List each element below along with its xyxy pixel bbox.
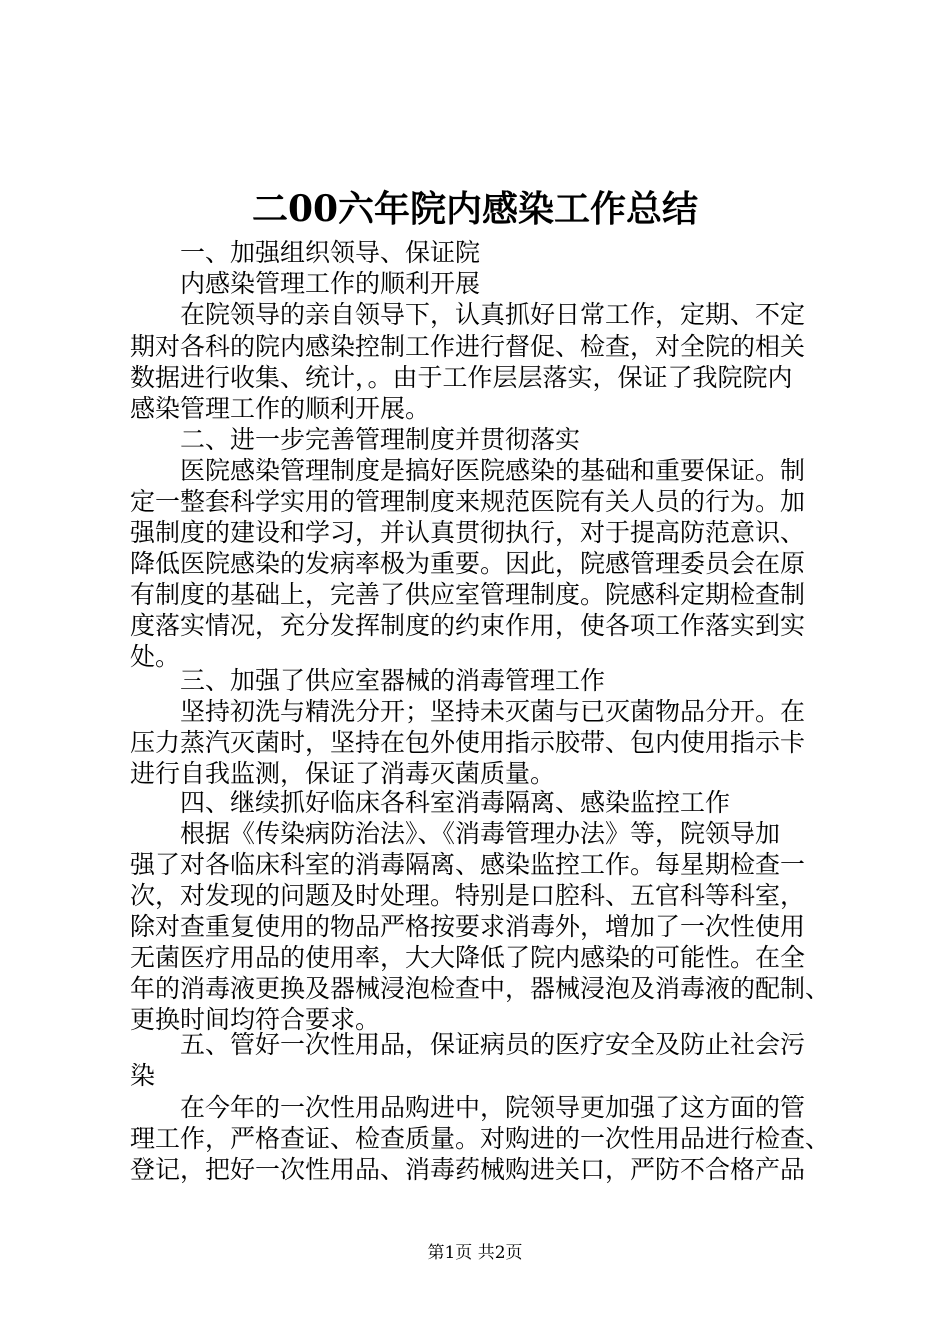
body-line: 内感染管理工作的顺利开展 xyxy=(130,269,481,298)
body-line: 一、加强组织领导、保证院 xyxy=(130,238,481,267)
body-line: 度落实情况，充分发挥制度的约束作用，使各项工作落实到实 xyxy=(130,611,806,640)
body-line: 强了对各临床科室的消毒隔离、感染监控工作。每星期检查一 xyxy=(130,850,806,879)
body-line: 感染管理工作的顺利开展。 xyxy=(130,394,431,423)
body-line: 在今年的一次性用品购进中，院领导更加强了这方面的管 xyxy=(130,1093,806,1122)
body-line: 压力蒸汽灭菌时，坚持在包外使用指示胶带、包内使用指示卡 xyxy=(130,728,806,757)
body-line: 处。 xyxy=(130,642,181,671)
body-line: 在院领导的亲自领导下，认真抓好日常工作，定期、不定 xyxy=(130,300,806,329)
body-line: 除对查重复使用的物品严格按要求消毒外，增加了一次性使用 xyxy=(130,912,806,941)
body-line: 坚持初洗与精洗分开；坚持未灭菌与已灭菌物品分开。在 xyxy=(130,697,806,726)
body-line: 次，对发现的问题及时处理。特别是口腔科、五官科等科室， xyxy=(130,881,806,910)
body-line: 降低医院感染的发病率极为重要。因此，院感管理委员会在原 xyxy=(130,549,806,578)
body-line: 定一整套科学实用的管理制度来规范医院有关人员的行为。加 xyxy=(130,487,806,516)
body-line: 数据进行收集、统计，。由于工作层层落实，保证了我院院内 xyxy=(130,363,793,392)
section-heading: 三、加强了供应室器械的消毒管理工作 xyxy=(130,666,606,695)
body-line: 期对各科的院内感染控制工作进行督促、检查，对全院的相关 xyxy=(130,332,806,361)
body-line: 进行自我监测，保证了消毒灭菌质量。 xyxy=(130,759,556,788)
body-line: 年的消毒液更换及器械浸泡检查中，器械浸泡及消毒液的配制、 xyxy=(130,974,831,1003)
body-line: 强制度的建设和学习，并认真贯彻执行，对于提高防范意识、 xyxy=(130,518,806,547)
body-line: 有制度的基础上，完善了供应室管理制度。院感科定期检查制 xyxy=(130,580,806,609)
body-line: 更换时间均符合要求。 xyxy=(130,1005,381,1034)
body-line: 无菌医疗用品的使用率，大大降低了院内感染的可能性。在全 xyxy=(130,943,806,972)
document-title: 二00六年院内感染工作总结 xyxy=(251,188,699,230)
body-line: 根据《传染病防治法》、《消毒管理办法》等，院领导加 xyxy=(130,819,781,848)
body-line: 染 xyxy=(130,1061,156,1090)
section-heading: 四、继续抓好临床各科室消毒隔离、感染监控工作 xyxy=(130,788,731,817)
body-line: 登记，把好一次性用品、消毒药械购进关口，严防不合格产品 xyxy=(130,1155,806,1184)
body-line: 医院感染管理制度是搞好医院感染的基础和重要保证。制 xyxy=(130,456,806,485)
section-heading: 五、管好一次性用品，保证病员的医疗安全及防止社会污 xyxy=(130,1030,806,1059)
page-number: 第1页 共2页 xyxy=(427,1243,523,1263)
body-line: 理工作，严格查证、检查质量。对购进的一次性用品进行检查、 xyxy=(130,1124,831,1153)
section-heading: 二、进一步完善管理制度并贯彻落实 xyxy=(130,425,581,454)
